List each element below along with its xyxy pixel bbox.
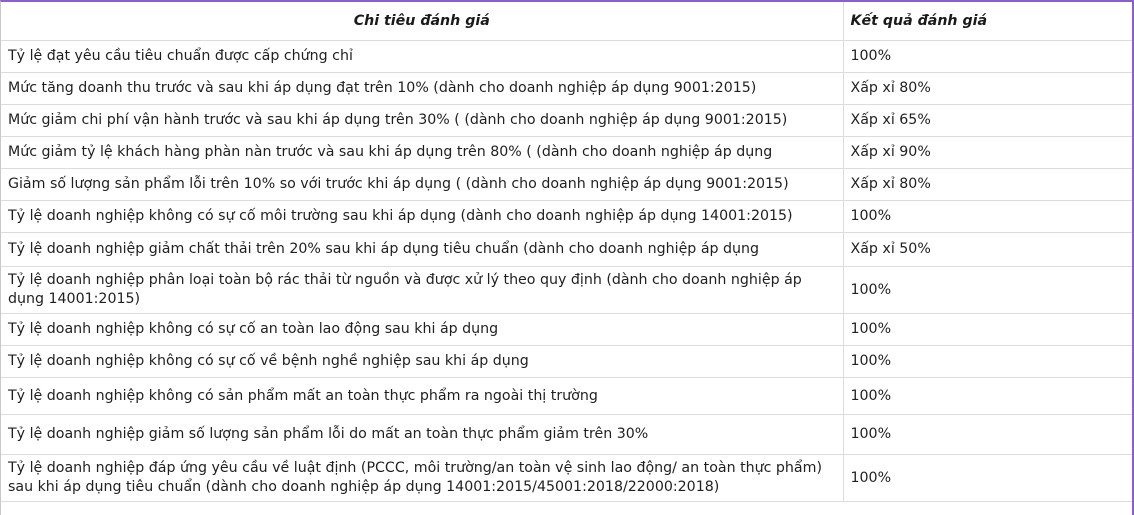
table-row — [1, 415, 1132, 455]
table-row — [1, 73, 1132, 105]
result-column-header: Kết quả đánh giá — [843, 2, 1132, 41]
result-cell: Xấp xỉ 80% — [843, 73, 1132, 105]
criteria-column-header: Chi tiêu đánh giá — [1, 2, 843, 41]
result-cell: Xấp xỉ 80% — [843, 169, 1132, 201]
result-cell: 100% — [843, 346, 1132, 378]
table-row — [1, 169, 1132, 201]
result-cell: 100% — [843, 314, 1132, 346]
result-cell: 100% — [843, 41, 1132, 73]
result-cell: Xấp xỉ 90% — [843, 137, 1132, 169]
criteria-cell: Tỷ lệ doanh nghiệp giảm số lượng sản phẩm lỗi do mất an toàn thực phẩm giảm trên 30% — [1, 415, 843, 455]
table-row — [1, 267, 1132, 314]
table-row — [1, 378, 1132, 415]
table-header-row — [1, 2, 1132, 41]
table-row — [1, 105, 1132, 137]
result-cell: 100% — [843, 378, 1132, 415]
result-cell: 100% — [843, 455, 1132, 502]
table-row — [1, 41, 1132, 73]
table-row — [1, 233, 1132, 267]
criteria-cell: Mức giảm chi phí vận hành trước và sau khi áp dụng trên 30% ( (dành cho doanh nghiệp áp dụng 9001:2015) — [1, 105, 843, 137]
table-row — [1, 201, 1132, 233]
criteria-cell: Tỷ lệ doanh nghiệp không có sự cố an toàn lao động sau khi áp dụng — [1, 314, 843, 346]
criteria-cell: Tỷ lệ doanh nghiệp không có sản phẩm mất an toàn thực phẩm ra ngoài thị trường — [1, 378, 843, 415]
criteria-cell: Tỷ lệ doanh nghiệp giảm chất thải trên 20% sau khi áp dụng tiêu chuẩn (dành cho doanh nghiệp áp dụng — [1, 233, 843, 267]
table-row — [1, 346, 1132, 378]
criteria-cell: Mức giảm tỷ lệ khách hàng phàn nàn trước và sau khi áp dụng trên 80% ( (dành cho doanh nghiệp áp dụng — [1, 137, 843, 169]
criteria-cell: Tỷ lệ doanh nghiệp không có sự cố về bệnh nghề nghiệp sau khi áp dụng — [1, 346, 843, 378]
result-cell: Xấp xỉ 65% — [843, 105, 1132, 137]
table-row — [1, 314, 1132, 346]
criteria-cell: Tỷ lệ doanh nghiệp không có sự cố môi trường sau khi áp dụng (dành cho doanh nghiệp áp dụng 14001:2015) — [1, 201, 843, 233]
result-cell: 100% — [843, 201, 1132, 233]
result-cell: Xấp xỉ 50% — [843, 233, 1132, 267]
table-row — [1, 455, 1132, 502]
criteria-cell: Tỷ lệ đạt yêu cầu tiêu chuẩn được cấp chứng chỉ — [1, 41, 843, 73]
criteria-cell: Mức tăng doanh thu trước và sau khi áp dụng đạt trên 10% (dành cho doanh nghiệp áp dụng 9001:2015) — [1, 73, 843, 105]
result-cell: 100% — [843, 267, 1132, 314]
table-row — [1, 137, 1132, 169]
result-cell: 100% — [843, 415, 1132, 455]
criteria-cell: Giảm số lượng sản phẩm lỗi trên 10% so với trước khi áp dụng ( (dành cho doanh nghiệp áp dụng 9001:2015) — [1, 169, 843, 201]
evaluation-results-table — [1, 2, 1132, 502]
criteria-cell: Tỷ lệ doanh nghiệp đáp ứng yêu cầu về luật định (PCCC, môi trường/an toàn vệ sinh lao động/ an toàn thực phẩm) sau khi áp dụng tiêu chuẩn (dành cho doanh nghiệp áp dụng 14001:2015/45001:2018/22000:2018) — [1, 455, 843, 502]
criteria-cell: Tỷ lệ doanh nghiệp phân loại toàn bộ rác thải từ nguồn và được xử lý theo quy định (dành cho doanh nghiệp áp dụng 14001:2015) — [1, 267, 843, 314]
